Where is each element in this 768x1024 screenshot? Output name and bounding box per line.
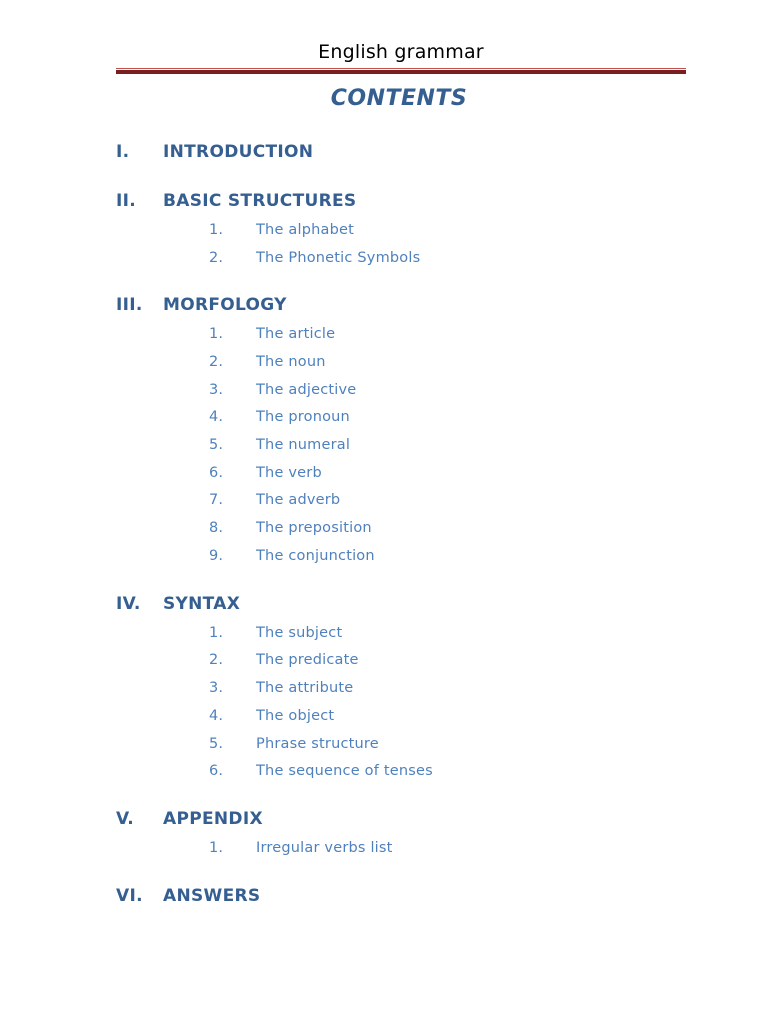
toc-section-number: III. (116, 295, 143, 315)
toc-section-number: VI. (116, 886, 143, 906)
toc-item-number: 6. (209, 465, 224, 481)
toc-item-number: 7. (209, 492, 224, 508)
toc-item-label: The pronoun (256, 409, 350, 425)
toc-section-number: IV. (116, 594, 141, 614)
toc-item-label: The adjective (256, 382, 357, 398)
contents-heading: CONTENTS (330, 86, 468, 111)
toc-item-number: 4. (209, 708, 224, 724)
toc-item-number: 2. (209, 250, 224, 266)
toc-section-label: INTRODUCTION (163, 142, 314, 162)
toc-item-label: The adverb (256, 492, 341, 508)
toc-item-label: The object (256, 708, 335, 724)
toc-item-label: The alphabet (256, 222, 354, 238)
toc-section-label: ANSWERS (163, 886, 261, 906)
page-header-title: English grammar (318, 41, 484, 63)
toc-item-number: 1. (209, 625, 224, 641)
toc-item-label: The subject (256, 625, 343, 641)
toc-section-number: I. (116, 142, 130, 162)
toc-item-number: 8. (209, 520, 224, 536)
toc-item-number: 3. (209, 382, 224, 398)
toc-item-label: The sequence of tenses (256, 763, 433, 779)
toc-item-label: The preposition (256, 520, 372, 536)
toc-section-label: BASIC STRUCTURES (163, 191, 357, 211)
toc-item-number: 1. (209, 326, 224, 342)
toc-item-number: 5. (209, 437, 224, 453)
toc-item-label: The Phonetic Symbols (256, 250, 421, 266)
toc-section-number: II. (116, 191, 137, 211)
header-rule-thin (116, 68, 686, 69)
toc-item-number: 6. (209, 763, 224, 779)
toc-section-number: V. (116, 809, 135, 829)
header-rule-thick (116, 70, 686, 74)
toc-item-number: 1. (209, 840, 224, 856)
toc-item-number: 5. (209, 736, 224, 752)
toc-item-number: 4. (209, 409, 224, 425)
toc-item-label: The attribute (256, 680, 354, 696)
toc-item-number: 2. (209, 354, 224, 370)
toc-section-label: MORFOLOGY (163, 295, 287, 315)
toc-section-label: APPENDIX (163, 809, 263, 829)
toc-item-number: 9. (209, 548, 224, 564)
toc-item-label: Irregular verbs list (256, 840, 393, 856)
toc-item-label: The article (256, 326, 336, 342)
toc-item-label: The verb (256, 465, 322, 481)
toc-item-label: The predicate (256, 652, 359, 668)
toc-item-label: Phrase structure (256, 736, 379, 752)
toc-item-label: The numeral (256, 437, 351, 453)
toc-item-label: The noun (256, 354, 326, 370)
toc-item-number: 3. (209, 680, 224, 696)
toc-item-label: The conjunction (256, 548, 375, 564)
toc-item-number: 1. (209, 222, 224, 238)
toc-item-number: 2. (209, 652, 224, 668)
toc-section-label: SYNTAX (163, 594, 241, 614)
